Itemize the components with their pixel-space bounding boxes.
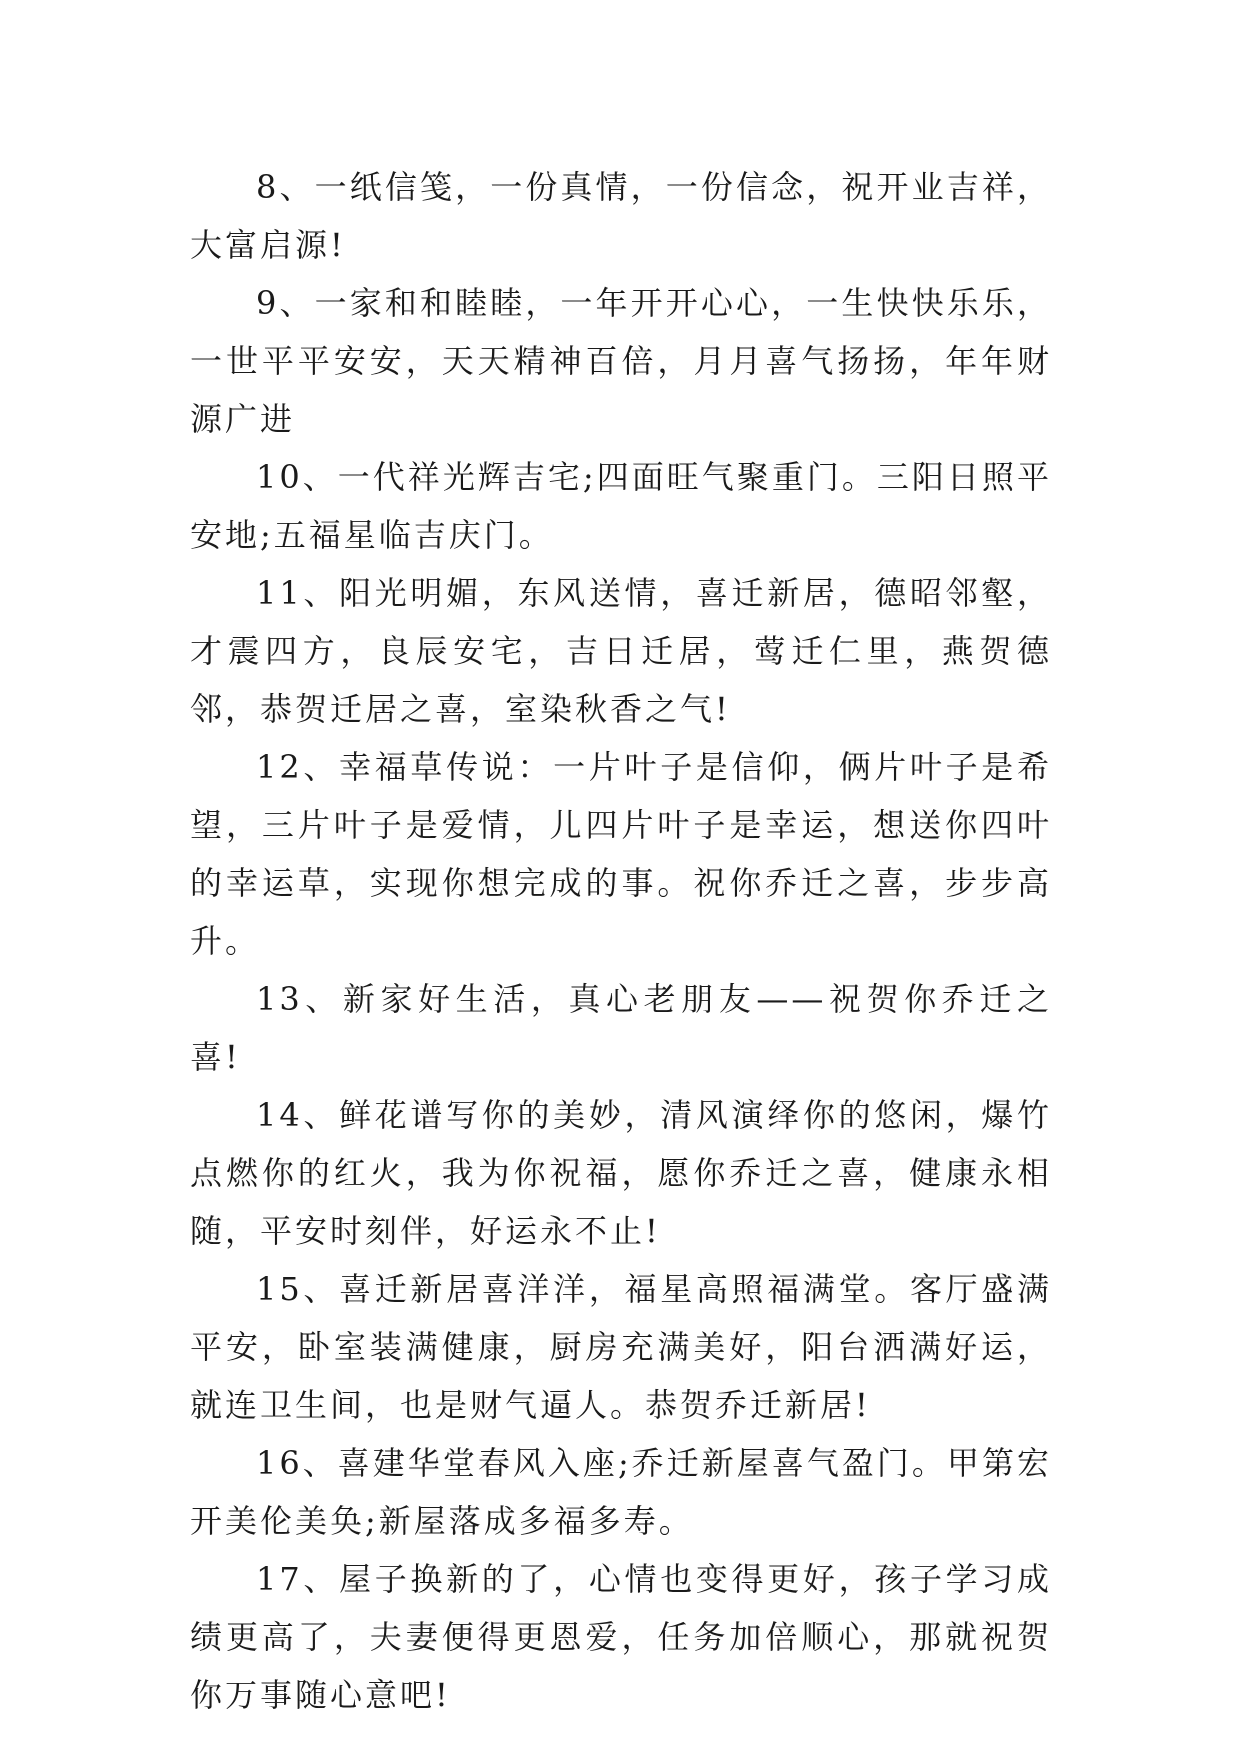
paragraph-15: 15、喜迁新居喜洋洋，福星高照福满堂。客厅盛满平安，卧室装满健康，厨房充满美好，阳台洒满好运，就连卫生间，也是财气逼人。恭贺乔迁新居! [190, 1270, 1052, 1424]
paragraph-12: 12、幸福草传说：一片叶子是信仰，俩片叶子是希望，三片叶子是爱情，儿四片叶子是幸运，想送你四叶的幸运草，实现你想完成的事。祝你乔迁之喜，步步高升。 [190, 748, 1052, 960]
paragraph-10: 10、一代祥光辉吉宅;四面旺气聚重门。三阳日照平安地;五福星临吉庆门。 [190, 458, 1052, 554]
paragraph-14: 14、鲜花谱写你的美妙，清风演绎你的悠闲，爆竹点燃你的红火，我为你祝福，愿你乔迁之喜，健康永相随，平安时刻伴，好运永不止! [190, 1096, 1052, 1250]
paragraph-13: 13、新家好生活，真心老朋友——祝贺你乔迁之喜! [190, 980, 1052, 1076]
paragraph-17: 17、屋子换新的了，心情也变得更好，孩子学习成绩更高了，夫妻便得更恩爱，任务加倍顺心，那就祝贺你万事随心意吧! [190, 1560, 1052, 1714]
paragraph-11: 11、阳光明媚，东风送情，喜迁新居，德昭邻壑，才震四方，良辰安宅，吉日迁居，莺迁仁里，燕贺德邻，恭贺迁居之喜，室染秋香之气! [190, 574, 1052, 728]
paragraph-16: 16、喜建华堂春风入座;乔迁新屋喜气盈门。甲第宏开美伦美奂;新屋落成多福多寿。 [190, 1444, 1052, 1540]
paragraph-9: 9、一家和和睦睦，一年开开心心，一生快快乐乐，一世平平安安，天天精神百倍，月月喜气扬扬，年年财源广进 [190, 284, 1052, 438]
paragraph-8: 8、一纸信笺，一份真情，一份信念，祝开业吉祥，大富启源! [190, 168, 1052, 264]
document-body [190, 158, 1052, 1724]
